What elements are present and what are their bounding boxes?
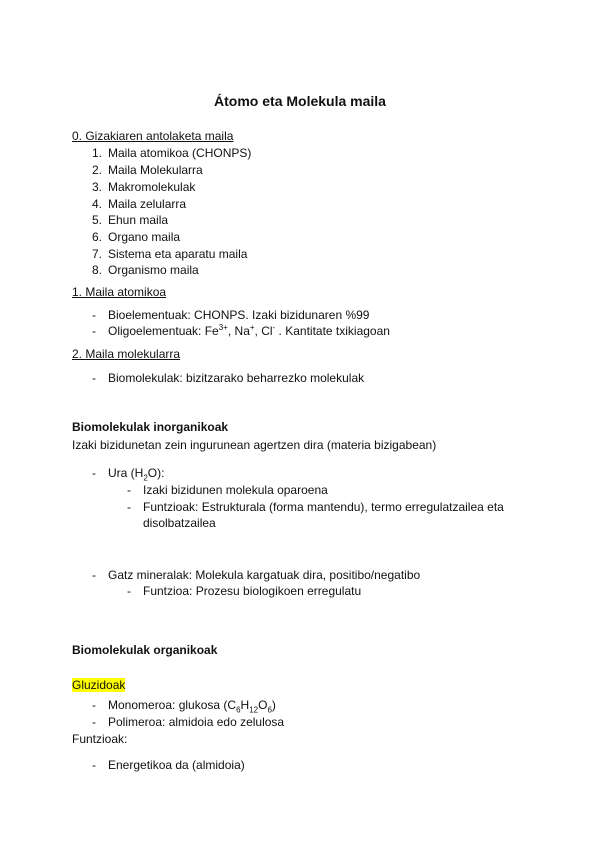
list-number: 7.: [91, 247, 102, 261]
list-dash: -: [92, 758, 96, 772]
list-item: [92, 697, 276, 713]
list-item-text: Energetikoa da (almidoia): [108, 758, 245, 772]
water-prefix: Ura (H: [108, 466, 144, 480]
oligo-sep: , Na: [227, 324, 250, 338]
sub-list-item: [127, 482, 328, 498]
list-item-text: Biomolekulak: bizitzarako beharrezko molekulak: [108, 371, 365, 385]
sub-list-item: [127, 499, 504, 515]
list-item: [84, 262, 199, 278]
gluzidoak-heading: [72, 677, 125, 693]
oligo-sep: , Cl: [254, 324, 273, 338]
list-item: [84, 179, 195, 195]
section-1-heading: 1. Maila atomikoa: [72, 285, 167, 299]
list-dash: -: [92, 715, 96, 729]
list-number: 8.: [91, 263, 102, 277]
list-item-text: Maila zelularra: [108, 197, 187, 211]
na-charge: +: [249, 323, 255, 332]
list-item-text: Maila atomikoa (CHONPS): [108, 146, 252, 160]
list-number: 4.: [91, 197, 102, 211]
list-item-text: Maila Molekularra: [108, 163, 203, 177]
list-item: [84, 246, 247, 262]
list-item: [92, 307, 369, 323]
list-dash: -: [92, 308, 96, 322]
list-item: [92, 757, 245, 773]
list-item-text: Funtzioak: Estrukturala (forma mantendu), termo erregulatzailea eta: [143, 500, 504, 514]
water-subscript: 2: [143, 473, 148, 483]
list-dash: -: [127, 584, 131, 598]
list-item-text: Bioelementuak: CHONPS. Izaki bizidunaren %99: [108, 308, 370, 322]
section-0-heading: 0. Gizakiaren antolaketa maila: [72, 129, 234, 143]
list-dash: -: [92, 568, 96, 582]
oligo-prefix: Oligoelementuak: Fe: [108, 324, 219, 338]
highlighted-text: Gluzidoak: [72, 678, 126, 692]
inorganic-intro: Izaki bizidunetan zein ingurunean agertzen dira (materia bizigabean): [72, 438, 437, 452]
list-item-text: Ehun maila: [108, 213, 169, 227]
cl-charge: -: [272, 323, 276, 332]
list-dash: -: [92, 324, 96, 338]
list-item: [92, 323, 390, 339]
list-item-text: Organismo maila: [108, 263, 199, 277]
inorganic-heading: Biomolekulak inorganikoak: [72, 420, 229, 434]
list-item: [92, 714, 284, 730]
h-symbol: H: [240, 698, 250, 712]
list-item: [92, 465, 164, 481]
list-number: 1.: [91, 146, 102, 160]
list-number: 5.: [91, 213, 102, 227]
list-dash: -: [92, 371, 96, 385]
list-item-text: [108, 698, 276, 715]
list-item: [92, 370, 364, 386]
list-item-text: Makromolekulak: [108, 180, 196, 194]
o-symbol: O: [258, 698, 268, 712]
mono-prefix: Monomeroa: glukosa (C: [108, 698, 237, 712]
list-item: [92, 567, 420, 583]
list-item-text: [108, 324, 390, 338]
list-dash: -: [127, 483, 131, 497]
sub-list-item: [127, 583, 361, 599]
list-item-text: Organo maila: [108, 230, 181, 244]
list-item: [84, 162, 203, 178]
list-item-text: Funtzioa: Prozesu biologikoen erregulatu: [143, 584, 362, 598]
section-2-heading: 2. Maila molekularra: [72, 347, 181, 361]
list-item-text: Sistema eta aparatu maila: [108, 247, 248, 261]
c-subscript: 6: [236, 705, 241, 715]
list-item-text: Gatz mineralak: Molekula kargatuak dira, positibo/negatibo: [108, 568, 421, 582]
list-number: 3.: [91, 180, 102, 194]
list-number: 6.: [91, 230, 102, 244]
fe-charge: 3+: [218, 323, 228, 332]
list-item: [84, 196, 186, 212]
list-number: 2.: [91, 163, 102, 177]
list-dash: -: [92, 698, 96, 712]
oligo-suffix: . Kantitate txikiagoan: [275, 324, 390, 338]
o-subscript: 6: [267, 705, 272, 715]
organic-heading: Biomolekulak organikoak: [72, 643, 218, 657]
h-subscript: 12: [249, 705, 259, 715]
mono-suffix: ): [271, 698, 276, 712]
list-item-text: Polimeroa: almidoia edo zelulosa: [108, 715, 285, 729]
list-item: [84, 212, 168, 228]
list-item-text: Izaki bizidunen molekula oparoena: [143, 483, 328, 497]
list-dash: -: [127, 500, 131, 514]
water-suffix: O):: [147, 466, 165, 480]
list-item-text: [108, 466, 165, 483]
funtzioak-label: Funtzioak:: [72, 732, 128, 746]
page-title: Átomo eta Molekula maila: [214, 93, 386, 109]
list-item: [84, 145, 251, 161]
list-item: [84, 229, 180, 245]
sub-list-item-continuation: disolbatzailea: [143, 516, 216, 530]
list-dash: -: [92, 466, 96, 480]
